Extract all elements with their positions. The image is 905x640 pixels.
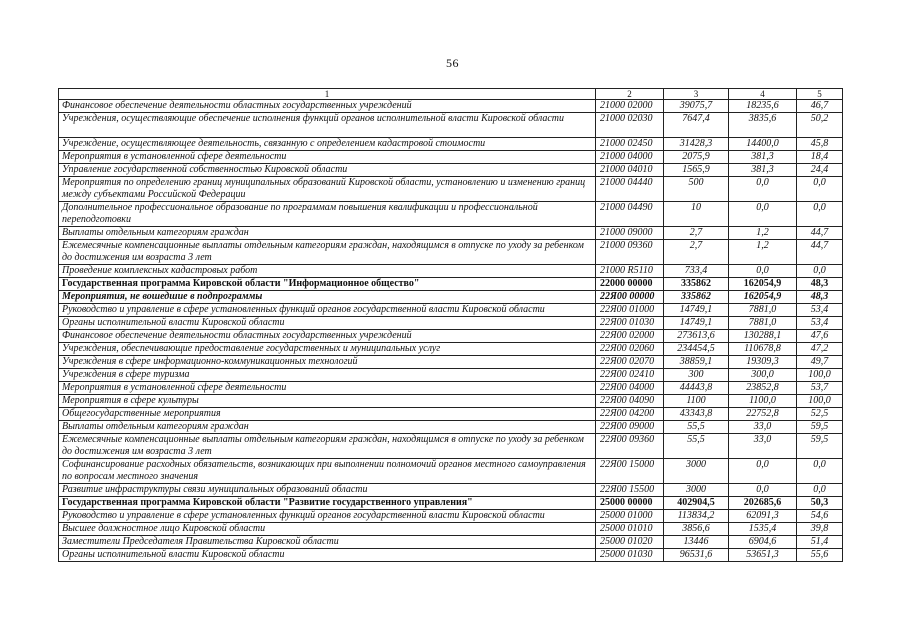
table-row <box>59 536 843 549</box>
row-actual-cell: 0,0 <box>729 459 797 484</box>
row-plan-cell: 13446 <box>664 536 729 549</box>
row-actual-cell: 7881,0 <box>729 317 797 330</box>
row-actual-cell: 130288,1 <box>729 330 797 343</box>
table-row <box>59 510 843 523</box>
row-plan-cell: 7647,4 <box>664 113 729 138</box>
row-percent-cell: 18,4 <box>797 151 843 164</box>
row-plan-cell: 3856,6 <box>664 523 729 536</box>
row-percent-cell: 50,2 <box>797 113 843 138</box>
column-number-5: 5 <box>797 89 843 100</box>
row-name-cell: Высшее должностное лицо Кировской области <box>59 523 596 536</box>
row-code-cell: 22Я00 00000 <box>596 291 664 304</box>
table-row <box>59 497 843 510</box>
row-actual-cell: 6904,6 <box>729 536 797 549</box>
row-plan-cell: 55,5 <box>664 421 729 434</box>
column-number-4: 4 <box>729 89 797 100</box>
row-code-cell: 21000 02450 <box>596 138 664 151</box>
row-actual-cell: 53651,3 <box>729 549 797 562</box>
row-actual-cell: 14400,0 <box>729 138 797 151</box>
row-code-cell: 22Я00 15500 <box>596 484 664 497</box>
row-code-cell: 21000 04000 <box>596 151 664 164</box>
table-row <box>59 177 843 202</box>
row-plan-cell: 1100 <box>664 395 729 408</box>
row-name-cell: Органы исполнительной власти Кировской области <box>59 549 596 562</box>
row-plan-cell: 335862 <box>664 278 729 291</box>
row-percent-cell: 44,7 <box>797 227 843 240</box>
row-code-cell: 22Я00 02070 <box>596 356 664 369</box>
row-percent-cell: 39,8 <box>797 523 843 536</box>
row-code-cell: 22Я00 09360 <box>596 434 664 459</box>
table-row <box>59 278 843 291</box>
row-percent-cell: 0,0 <box>797 202 843 227</box>
row-percent-cell: 0,0 <box>797 177 843 202</box>
row-plan-cell: 14749,1 <box>664 317 729 330</box>
row-percent-cell: 47,2 <box>797 343 843 356</box>
row-actual-cell: 0,0 <box>729 484 797 497</box>
row-plan-cell: 500 <box>664 177 729 202</box>
row-name-cell: Мероприятия в установленной сфере деятельности <box>59 382 596 395</box>
table-row <box>59 343 843 356</box>
row-name-cell: Мероприятия по определению границ муниципальных образований Кировской области, установлению и изменению границ между субъектами Российской Федерации <box>59 177 596 202</box>
row-percent-cell: 100,0 <box>797 369 843 382</box>
row-plan-cell: 39075,7 <box>664 100 729 113</box>
row-name-cell: Государственная программа Кировской области "Информационное общество" <box>59 278 596 291</box>
row-name-cell: Органы исполнительной власти Кировской области <box>59 317 596 330</box>
table-row <box>59 202 843 227</box>
row-name-cell: Ежемесячные компенсационные выплаты отдельным категориям граждан, находящимся в отпуске по уходу за ребенком до достижения им возраста 3 лет <box>59 434 596 459</box>
row-actual-cell: 33,0 <box>729 421 797 434</box>
table-row <box>59 240 843 265</box>
row-code-cell: 21000 09360 <box>596 240 664 265</box>
row-name-cell: Общегосударственные мероприятия <box>59 408 596 421</box>
row-name-cell: Мероприятия, не вошедшие в подпрограммы <box>59 291 596 304</box>
row-code-cell: 21000 R5110 <box>596 265 664 278</box>
row-name-cell: Финансовое обеспечение деятельности областных государственных учреждений <box>59 330 596 343</box>
row-name-cell: Учреждения, осуществляющие обеспечение исполнения функций органов исполнительной власти Кировской области <box>59 113 596 138</box>
row-percent-cell: 0,0 <box>797 265 843 278</box>
table-row <box>59 459 843 484</box>
row-percent-cell: 47,6 <box>797 330 843 343</box>
row-name-cell: Заместители Председателя Правительства Кировской области <box>59 536 596 549</box>
table-row <box>59 421 843 434</box>
row-percent-cell: 46,7 <box>797 100 843 113</box>
row-plan-cell: 10 <box>664 202 729 227</box>
row-actual-cell: 23852,8 <box>729 382 797 395</box>
row-percent-cell: 24,4 <box>797 164 843 177</box>
row-actual-cell: 1,2 <box>729 227 797 240</box>
row-code-cell: 21000 04440 <box>596 177 664 202</box>
row-plan-cell: 14749,1 <box>664 304 729 317</box>
row-code-cell: 22Я00 04200 <box>596 408 664 421</box>
row-actual-cell: 381,3 <box>729 164 797 177</box>
table-row <box>59 304 843 317</box>
row-code-cell: 25000 00000 <box>596 497 664 510</box>
row-percent-cell: 0,0 <box>797 484 843 497</box>
table-row <box>59 113 843 138</box>
table-row <box>59 549 843 562</box>
row-actual-cell: 18235,6 <box>729 100 797 113</box>
row-name-cell: Руководство и управление в сфере установленных функций органов государственной власти Кировской области <box>59 304 596 317</box>
row-plan-cell: 300 <box>664 369 729 382</box>
table-row <box>59 356 843 369</box>
row-name-cell: Государственная программа Кировской области "Развитие государственного управления" <box>59 497 596 510</box>
row-percent-cell: 48,3 <box>797 278 843 291</box>
row-actual-cell: 110678,8 <box>729 343 797 356</box>
row-percent-cell: 0,0 <box>797 459 843 484</box>
row-actual-cell: 19309,3 <box>729 356 797 369</box>
row-name-cell: Учреждения, обеспечивающие предоставление государственных и муниципальных услуг <box>59 343 596 356</box>
row-plan-cell: 3000 <box>664 484 729 497</box>
row-name-cell: Ежемесячные компенсационные выплаты отдельным категориям граждан, находящимся в отпуске по уходу за ребенком до достижения им возраста 3 лет <box>59 240 596 265</box>
row-actual-cell: 33,0 <box>729 434 797 459</box>
budget-table <box>58 88 843 562</box>
row-plan-cell: 3000 <box>664 459 729 484</box>
table-row <box>59 408 843 421</box>
row-plan-cell: 234454,5 <box>664 343 729 356</box>
row-actual-cell: 381,3 <box>729 151 797 164</box>
row-name-cell: Мероприятия в установленной сфере деятельности <box>59 151 596 164</box>
row-code-cell: 21000 02000 <box>596 100 664 113</box>
row-plan-cell: 733,4 <box>664 265 729 278</box>
row-name-cell: Руководство и управление в сфере установленных функций органов государственной власти Кировской области <box>59 510 596 523</box>
row-actual-cell: 300,0 <box>729 369 797 382</box>
row-name-cell: Мероприятия в сфере культуры <box>59 395 596 408</box>
column-number-row <box>59 89 843 100</box>
table-row <box>59 291 843 304</box>
row-actual-cell: 0,0 <box>729 265 797 278</box>
row-actual-cell: 0,0 <box>729 177 797 202</box>
column-number-3: 3 <box>664 89 729 100</box>
table-row <box>59 138 843 151</box>
table-row <box>59 164 843 177</box>
row-plan-cell: 55,5 <box>664 434 729 459</box>
table-row <box>59 227 843 240</box>
row-code-cell: 22Я00 02000 <box>596 330 664 343</box>
row-name-cell: Учреждения в сфере информационно-коммуникационных технологий <box>59 356 596 369</box>
row-actual-cell: 62091,3 <box>729 510 797 523</box>
row-percent-cell: 53,4 <box>797 317 843 330</box>
row-code-cell: 22Я00 04090 <box>596 395 664 408</box>
row-plan-cell: 38859,1 <box>664 356 729 369</box>
row-percent-cell: 44,7 <box>797 240 843 265</box>
row-plan-cell: 402904,5 <box>664 497 729 510</box>
column-number-2: 2 <box>596 89 664 100</box>
row-percent-cell: 53,7 <box>797 382 843 395</box>
row-name-cell: Выплаты отдельным категориям граждан <box>59 227 596 240</box>
row-name-cell: Софинансирование расходных обязательств, возникающих при выполнении полномочий органов местного самоуправления по вопросам местного значения <box>59 459 596 484</box>
row-actual-cell: 22752,8 <box>729 408 797 421</box>
row-actual-cell: 162054,9 <box>729 278 797 291</box>
row-code-cell: 22Я00 01000 <box>596 304 664 317</box>
table-row <box>59 523 843 536</box>
row-code-cell: 21000 09000 <box>596 227 664 240</box>
row-actual-cell: 1535,4 <box>729 523 797 536</box>
table-row <box>59 369 843 382</box>
budget-table-body <box>59 89 843 562</box>
row-plan-cell: 31428,3 <box>664 138 729 151</box>
row-code-cell: 21000 04490 <box>596 202 664 227</box>
table-row <box>59 317 843 330</box>
row-plan-cell: 2075,9 <box>664 151 729 164</box>
row-code-cell: 25000 01000 <box>596 510 664 523</box>
row-plan-cell: 2,7 <box>664 240 729 265</box>
row-name-cell: Выплаты отдельным категориям граждан <box>59 421 596 434</box>
row-name-cell: Проведение комплексных кадастровых работ <box>59 265 596 278</box>
row-name-cell: Управление государственной собственностью Кировской области <box>59 164 596 177</box>
row-code-cell: 22000 00000 <box>596 278 664 291</box>
row-code-cell: 22Я00 09000 <box>596 421 664 434</box>
row-percent-cell: 49,7 <box>797 356 843 369</box>
table-row <box>59 330 843 343</box>
table-row <box>59 151 843 164</box>
row-name-cell: Учреждения в сфере туризма <box>59 369 596 382</box>
row-code-cell: 25000 01020 <box>596 536 664 549</box>
row-name-cell: Учреждение, осуществляющее деятельность, связанную с определением кадастровой стоимости <box>59 138 596 151</box>
row-actual-cell: 162054,9 <box>729 291 797 304</box>
row-actual-cell: 202685,6 <box>729 497 797 510</box>
row-name-cell: Развитие инфраструктуры связи муниципальных образований области <box>59 484 596 497</box>
row-actual-cell: 7881,0 <box>729 304 797 317</box>
row-code-cell: 22Я00 02410 <box>596 369 664 382</box>
row-code-cell: 22Я00 01030 <box>596 317 664 330</box>
row-code-cell: 25000 01010 <box>596 523 664 536</box>
row-actual-cell: 1100,0 <box>729 395 797 408</box>
row-code-cell: 21000 04010 <box>596 164 664 177</box>
row-name-cell: Дополнительное профессиональное образование по программам повышения квалификации и профессиональной переподготовки <box>59 202 596 227</box>
row-code-cell: 21000 02030 <box>596 113 664 138</box>
row-plan-cell: 43343,8 <box>664 408 729 421</box>
row-percent-cell: 59,5 <box>797 421 843 434</box>
row-percent-cell: 45,8 <box>797 138 843 151</box>
row-percent-cell: 53,4 <box>797 304 843 317</box>
row-code-cell: 25000 01030 <box>596 549 664 562</box>
row-percent-cell: 51,4 <box>797 536 843 549</box>
row-code-cell: 22Я00 15000 <box>596 459 664 484</box>
table-row <box>59 434 843 459</box>
table-row <box>59 395 843 408</box>
row-percent-cell: 59,5 <box>797 434 843 459</box>
page-number: 56 <box>446 56 459 70</box>
row-code-cell: 22Я00 02060 <box>596 343 664 356</box>
row-actual-cell: 0,0 <box>729 202 797 227</box>
table-row <box>59 382 843 395</box>
row-actual-cell: 3835,6 <box>729 113 797 138</box>
row-plan-cell: 113834,2 <box>664 510 729 523</box>
row-actual-cell: 1,2 <box>729 240 797 265</box>
row-plan-cell: 2,7 <box>664 227 729 240</box>
column-number-1: 1 <box>59 89 596 100</box>
row-plan-cell: 96531,6 <box>664 549 729 562</box>
row-plan-cell: 335862 <box>664 291 729 304</box>
table-row <box>59 484 843 497</box>
row-percent-cell: 55,6 <box>797 549 843 562</box>
row-plan-cell: 44443,8 <box>664 382 729 395</box>
row-percent-cell: 48,3 <box>797 291 843 304</box>
row-plan-cell: 1565,9 <box>664 164 729 177</box>
row-plan-cell: 273613,6 <box>664 330 729 343</box>
table-row <box>59 265 843 278</box>
row-percent-cell: 52,5 <box>797 408 843 421</box>
table-row <box>59 100 843 113</box>
row-code-cell: 22Я00 04000 <box>596 382 664 395</box>
row-name-cell: Финансовое обеспечение деятельности областных государственных учреждений <box>59 100 596 113</box>
row-percent-cell: 100,0 <box>797 395 843 408</box>
row-percent-cell: 50,3 <box>797 497 843 510</box>
row-percent-cell: 54,6 <box>797 510 843 523</box>
